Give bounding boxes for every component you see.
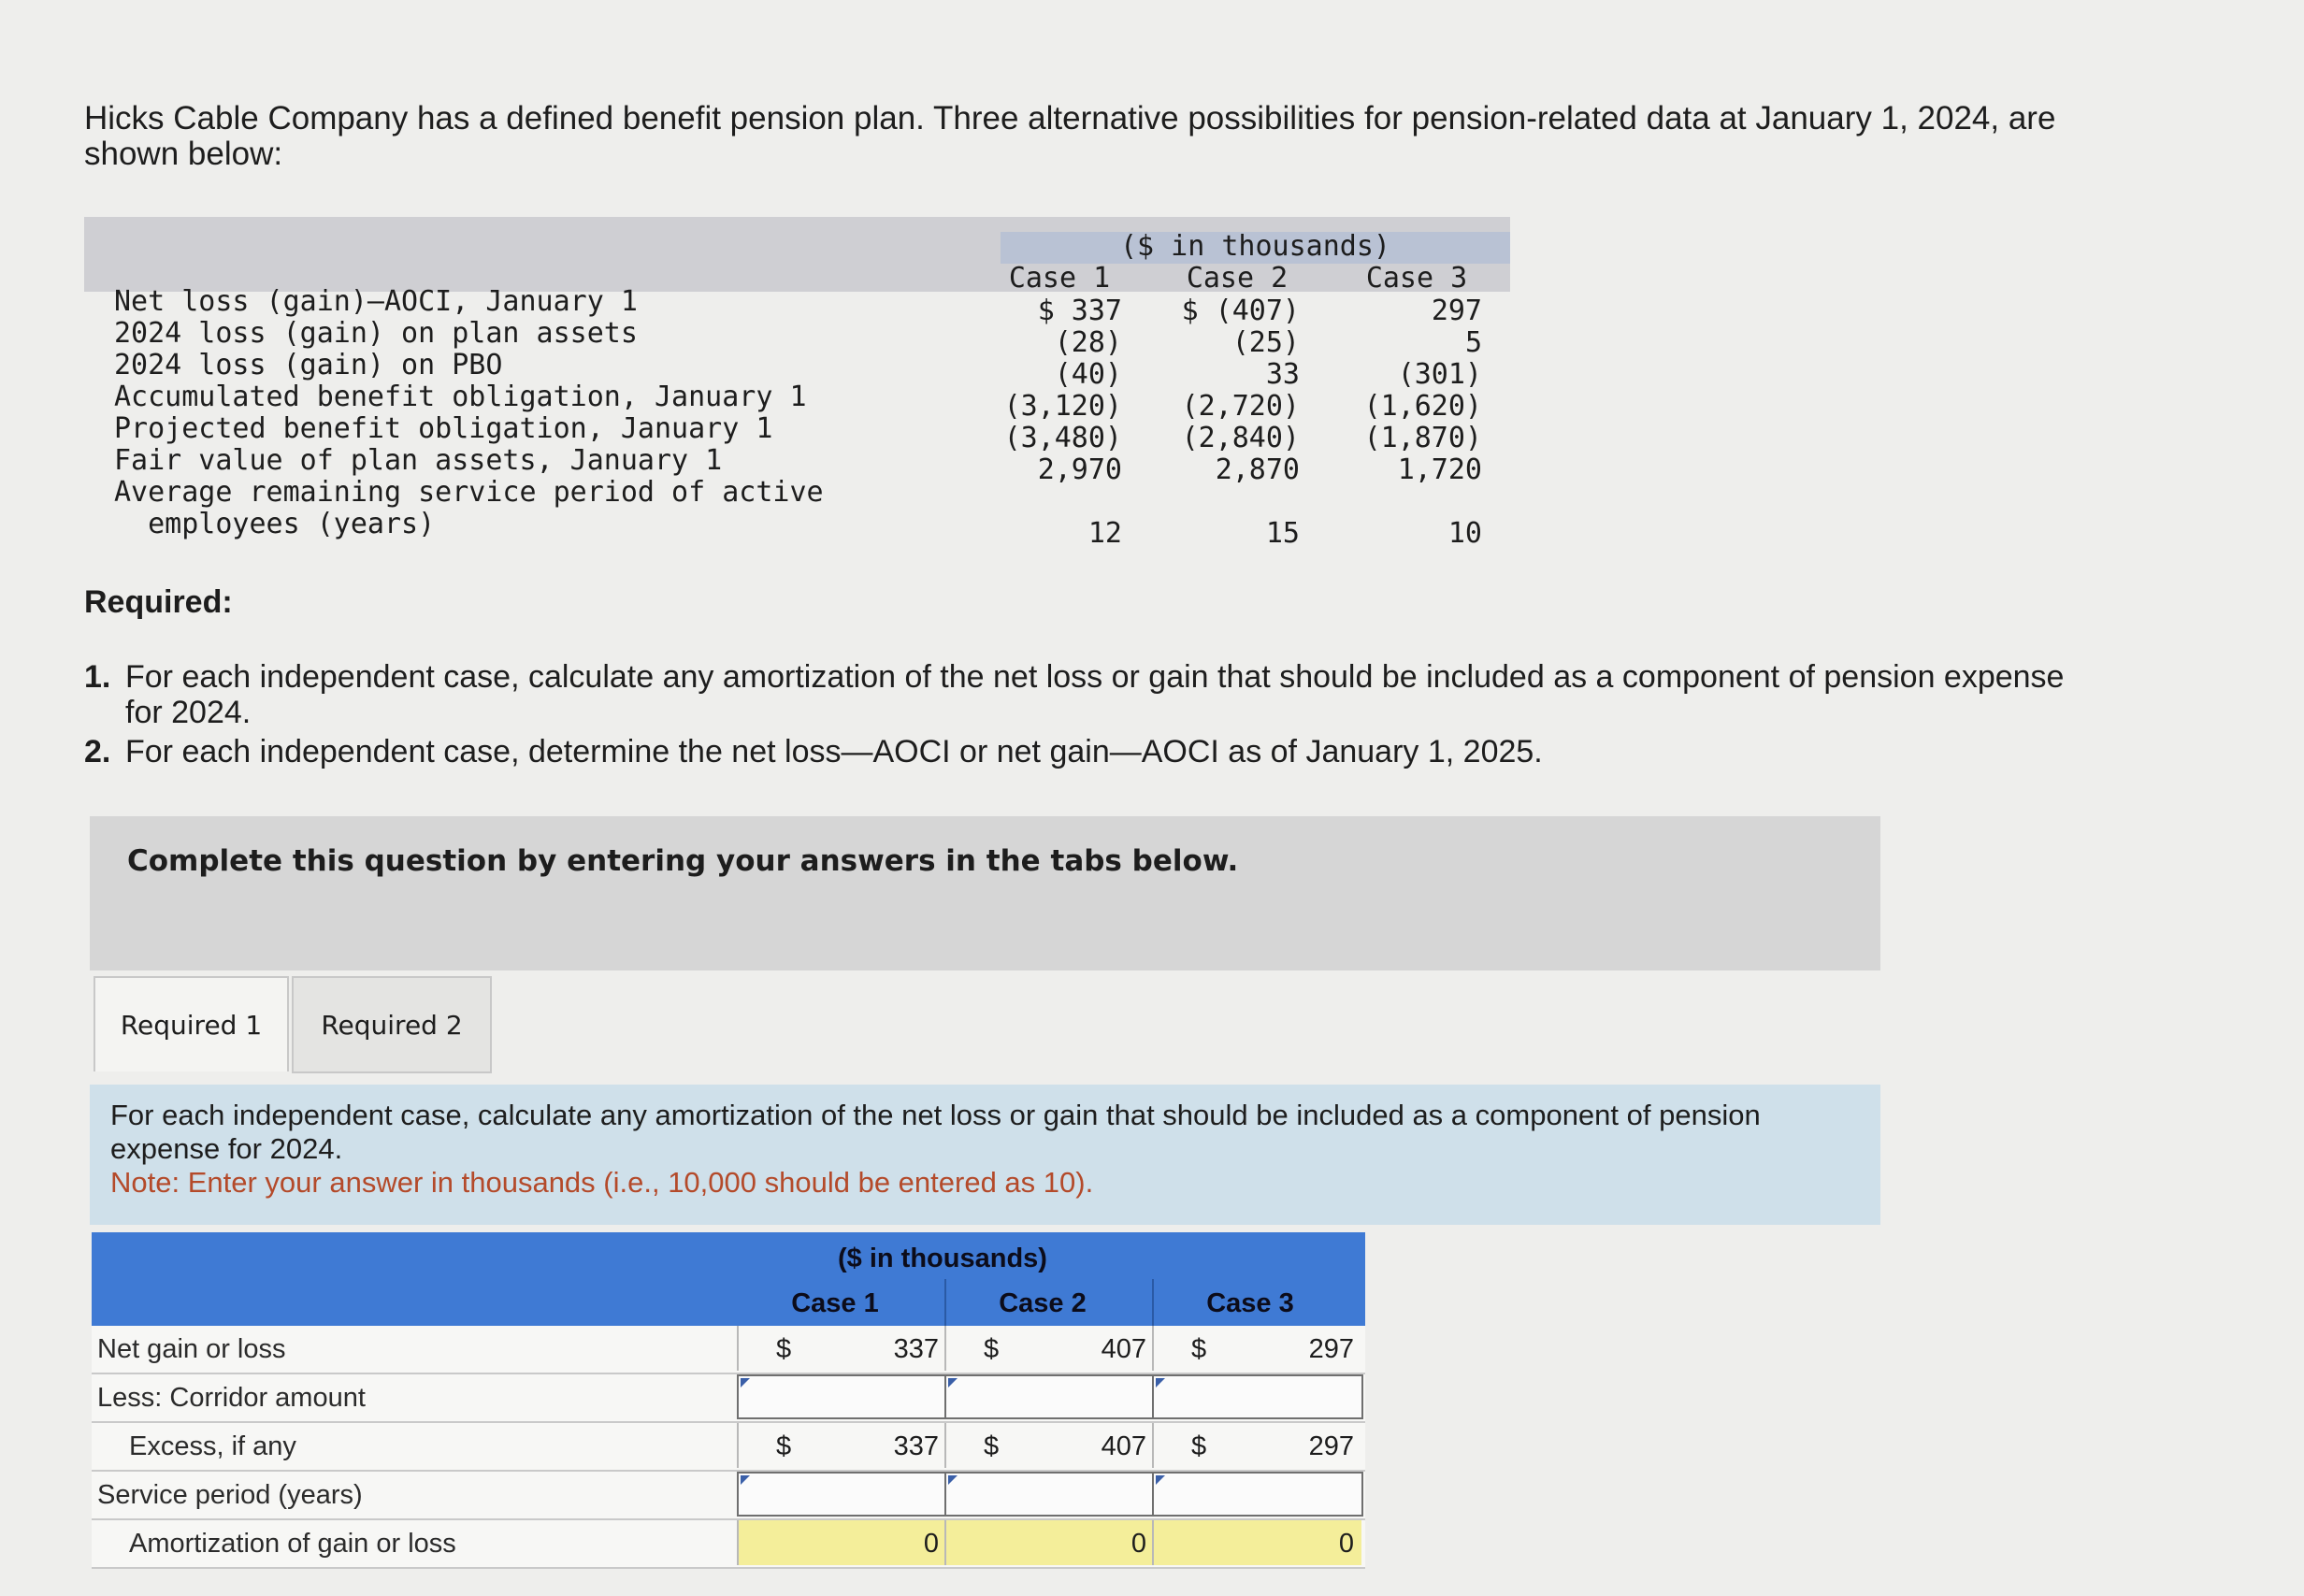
pension-col-case1: Case 1 [1008, 262, 1111, 295]
pension-col-case3: Case 3 [1365, 262, 1468, 295]
cell-case1 [737, 1423, 946, 1468]
pension-row-label: 2024 loss (gain) on PBO [114, 349, 503, 381]
problem-intro: Hicks Cable Company has a defined benefit pension plan. Three alternative possibilities for pension-related data at January 1, 2024, are shown below: [84, 100, 2056, 172]
instruction-panel [90, 1085, 1880, 1225]
requirement-text: For each independent case, calculate any amortization of the net loss or gain that should be included as a component of pension expense for 2024. [125, 659, 2065, 730]
row-label: Net gain or loss [97, 1334, 286, 1364]
tab-required-2[interactable]: Required 2 [292, 976, 492, 1073]
pension-cell: (25) [1231, 326, 1300, 359]
requirement-item [84, 659, 2066, 730]
service-period-input-case2[interactable] [944, 1472, 1156, 1517]
currency-symbol: $ [984, 1431, 1000, 1461]
complete-question-text: Complete this question by entering your answers in the tabs below. [127, 844, 1239, 878]
header-divider [944, 1279, 946, 1326]
answer-col-case3: Case 3 [1206, 1288, 1294, 1318]
pension-cell: (1,870) [1363, 422, 1482, 454]
answer-col-case1: Case 1 [791, 1288, 879, 1318]
complete-question-banner [90, 816, 1880, 971]
pension-values-case2 [1122, 295, 1300, 550]
instruction-note: Note: Enter your answer in thousands (i.e., 10,000 should be entered as 10). [110, 1166, 1094, 1199]
cell-case2 [944, 1423, 1154, 1468]
tab-required-1[interactable]: Required 1 [94, 976, 289, 1071]
corridor-input-case2[interactable] [944, 1374, 1156, 1419]
header-divider [1152, 1279, 1154, 1326]
amortization-case1 [737, 1520, 946, 1565]
row-label: Less: Corridor amount [97, 1383, 366, 1413]
pension-cell: (301) [1397, 358, 1482, 391]
cell-case3 [1152, 1423, 1361, 1468]
pension-cell: 5 [1464, 326, 1482, 359]
pension-row-labels [114, 286, 824, 540]
input-marker-icon [948, 1475, 958, 1485]
pension-row-label: 2024 loss (gain) on plan assets [114, 317, 638, 350]
instruction-text-block [110, 1099, 1868, 1200]
row-label: Service period (years) [97, 1480, 363, 1510]
pension-cell [944, 486, 1122, 518]
requirement-number: 2. [84, 734, 111, 769]
pension-values-case3 [1304, 295, 1482, 550]
service-period-input-case3[interactable] [1152, 1472, 1363, 1517]
cell-case3 [1152, 1326, 1361, 1371]
cell-value: 0 [923, 1529, 939, 1559]
currency-symbol: $ [984, 1334, 1000, 1364]
cell-value: 297 [1308, 1431, 1354, 1461]
requirement-number: 1. [84, 659, 111, 695]
pension-cell: 2,870 [1215, 453, 1300, 486]
pension-cell: 33 [1265, 358, 1300, 391]
currency-symbol: $ [776, 1334, 792, 1364]
pension-cell: (28) [1054, 326, 1122, 359]
pension-row-label: Average remaining service period of active [114, 476, 824, 509]
amortization-case3 [1152, 1520, 1361, 1565]
row-label: Amortization of gain or loss [129, 1529, 456, 1559]
pension-cell: (40) [1054, 358, 1122, 391]
input-marker-icon [1156, 1378, 1165, 1388]
corridor-input-case1[interactable] [737, 1374, 948, 1419]
pension-cell: 2,970 [1037, 453, 1122, 486]
cell-case2 [944, 1326, 1154, 1371]
cell-value: 0 [1338, 1529, 1354, 1559]
answer-table-header [92, 1232, 1365, 1326]
pension-table-caption: ($ in thousands) [1120, 230, 1390, 263]
answer-table [92, 1232, 1365, 1574]
pension-col-case2: Case 2 [1186, 262, 1289, 295]
table-row [92, 1423, 1365, 1472]
table-row [92, 1374, 1365, 1423]
table-row [92, 1520, 1365, 1569]
pension-cell: (3,120) [1003, 390, 1122, 423]
instruction-text: For each independent case, calculate any amortization of the net loss or gain that should be included as a component of pension expense for 2024. [110, 1099, 1761, 1165]
cell-value: 0 [1130, 1529, 1146, 1559]
amortization-case2 [944, 1520, 1154, 1565]
corridor-input-case3[interactable] [1152, 1374, 1363, 1419]
cell-value: 407 [1101, 1334, 1146, 1364]
cell-value: 407 [1101, 1431, 1146, 1461]
cell-value: 297 [1308, 1334, 1354, 1364]
pension-cell: $ 337 [1037, 295, 1122, 327]
pension-cell: (2,840) [1181, 422, 1300, 454]
currency-symbol: $ [1191, 1334, 1207, 1364]
requirements-list [84, 659, 2066, 773]
pension-cell: $ (407) [1181, 295, 1300, 327]
pension-row-label: Net loss (gain)—AOCI, January 1 [114, 285, 638, 318]
cell-value: 337 [893, 1334, 939, 1364]
pension-row-label: Fair value of plan assets, January 1 [114, 444, 723, 477]
table-row [92, 1326, 1365, 1374]
requirement-item [84, 734, 2066, 769]
cell-case1 [737, 1326, 946, 1371]
row-label: Excess, if any [129, 1431, 296, 1461]
pension-cell: (1,620) [1363, 390, 1482, 423]
pension-values-case1 [944, 295, 1122, 550]
required-heading: Required: [84, 584, 233, 620]
requirement-text: For each independent case, determine the net loss—AOCI or net gain—AOCI as of January 1, 2025. [125, 734, 1543, 769]
input-marker-icon [741, 1475, 750, 1485]
pension-cell: (2,720) [1181, 390, 1300, 423]
cell-value: 337 [893, 1431, 939, 1461]
pension-row-label: Accumulated benefit obligation, January 1 [114, 381, 807, 413]
currency-symbol: $ [1191, 1431, 1207, 1461]
input-marker-icon [1156, 1475, 1165, 1485]
pension-cell: 12 [1087, 517, 1122, 550]
pension-row-label: Projected benefit obligation, January 1 [114, 412, 773, 445]
currency-symbol: $ [776, 1431, 792, 1461]
table-row [92, 1472, 1365, 1520]
pension-cell [1304, 486, 1482, 518]
pension-cell: 1,720 [1397, 453, 1482, 486]
answer-table-caption: ($ in thousands) [838, 1244, 1047, 1273]
input-marker-icon [741, 1378, 750, 1388]
pension-cell: 15 [1265, 517, 1300, 550]
pension-row-label: employees (years) [114, 508, 436, 540]
input-marker-icon [948, 1378, 958, 1388]
pension-cell [1122, 486, 1300, 518]
service-period-input-case1[interactable] [737, 1472, 948, 1517]
pension-cell: 10 [1447, 517, 1482, 550]
pension-cell: 297 [1431, 295, 1482, 327]
pension-cell: (3,480) [1003, 422, 1122, 454]
answer-col-case2: Case 2 [999, 1288, 1087, 1318]
